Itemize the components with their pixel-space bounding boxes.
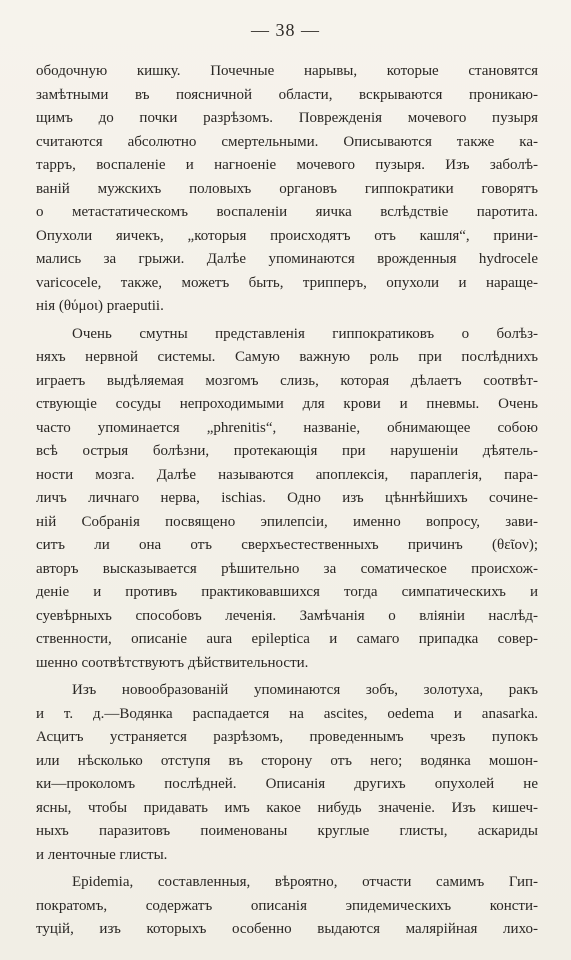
page-body — [36, 60, 538, 946]
text-line: шенно соотвѣтствуютъ дѣйствительности. — [36, 654, 309, 671]
text-line: ободочную кишку. Почечные нарывы, которые становятся — [36, 63, 538, 79]
text-line: Изъ новообразованій упоминаются зобъ, золотуха, ракъ — [72, 682, 538, 698]
text-line: ныхъ паразитовъ поименованы круглые глисты, аскариды — [36, 823, 538, 839]
text-line: тарръ, воспаленіе и нагноеніе мочевого пузыря. Изъ заболѣ- — [36, 157, 538, 173]
text-line: ки—проколомъ послѣдней. Описанія другихъ опухолей не — [36, 776, 538, 792]
text-line: ясны, чтобы придавать имъ какое нибудь значеніе. Изъ кишеч- — [36, 799, 538, 816]
text-line: мались за грыжи. Далѣе упоминаются врожденныя hydrocele — [36, 251, 538, 267]
text-line: щимъ до почки разрѣзомъ. Поврежденія мочевого пузыря — [36, 110, 538, 126]
text-line: часто упоминается „phrenitis“, названіе, обнимающее собою — [36, 419, 538, 436]
text-line: деніе и противъ практиковавшихся тогда симпатическихъ и — [36, 584, 538, 600]
text-line: ваній мужскихъ половыхъ органовъ гиппократики говорятъ — [36, 180, 538, 197]
text-line: ситъ ли она отъ сверхъестественныхъ причинъ (θεῖον); — [36, 537, 538, 553]
text-line: varicocele, также, можетъ быть, трипперъ, опухоли и нараще- — [36, 274, 538, 291]
text-line: Epidemia, составленныя, вѣроятно, отчасти самимъ Гип- — [72, 874, 538, 890]
text-line: ственности, описаніе aura epileptica и самаго припадка совер- — [36, 631, 538, 647]
text-line: играетъ выдѣляемая мозгомъ слизь, которая дѣлаетъ соотвѣт- — [36, 372, 538, 389]
text-line: ности мозга. Далѣе называются апоплексія, параплегія, пара- — [36, 466, 538, 483]
text-line: ствующіе сосуды непроходимыми для крови и пневмы. Очень — [36, 396, 538, 412]
text-line: замѣтными въ поясничной области, вскрываются проникаю- — [36, 86, 538, 103]
text-line: Асцитъ устраняется разрѣзомъ, проведеннымъ чрезъ пупокъ — [36, 729, 538, 745]
text-line: пократомъ, содержатъ описанія эпидемическихъ консти- — [36, 897, 538, 914]
text-line: Очень смутны представленія гиппократиковъ о болѣз- — [72, 325, 538, 342]
text-line: туцій, изъ которыхъ особенно выдаются малярійная лихо- — [36, 921, 538, 937]
text-line: и т. д.—Водянка распадается на ascites, oedema и anasarka. — [36, 705, 538, 722]
text-line: суевѣрныхъ способовъ леченія. Замѣчанія о вліяніи наслѣд- — [36, 607, 538, 624]
text-line: или нѣсколько отступя въ сторону отъ него; водянка мошон- — [36, 752, 538, 769]
page-number: — 38 — — [251, 20, 320, 40]
text-line: личъ личнаго нерва, ischias. Одно изъ цѣннѣйшихъ сочине- — [36, 490, 538, 506]
text-line: всѣ острыя болѣзни, протекающія при нарушеніи дѣятель- — [36, 443, 538, 459]
text-line: считаются абсолютно смертельными. Описываются также ка- — [36, 133, 538, 150]
text-line: ній Собранія посвящено эпилепсіи, именно вопросу, зави- — [36, 513, 538, 530]
text-line: о метастатическомъ воспаленіи яичка вслѣдствіе паротита. — [36, 204, 538, 220]
paragraph — [36, 60, 538, 319]
text-line: Опухоли яичекъ, „которыя происходятъ отъ кашля“, прини- — [36, 227, 538, 244]
text-line: авторъ высказывается рѣшительно за соматическое происхож- — [36, 560, 538, 577]
text-line: нія (θύμοι) praeputii. — [36, 298, 164, 314]
paragraph — [36, 871, 538, 942]
paragraph — [36, 679, 538, 867]
text-line: и ленточные глисты. — [36, 846, 168, 863]
paragraph — [36, 323, 538, 676]
text-line: няхъ нервной системы. Самую важную роль при послѣднихъ — [36, 349, 538, 365]
